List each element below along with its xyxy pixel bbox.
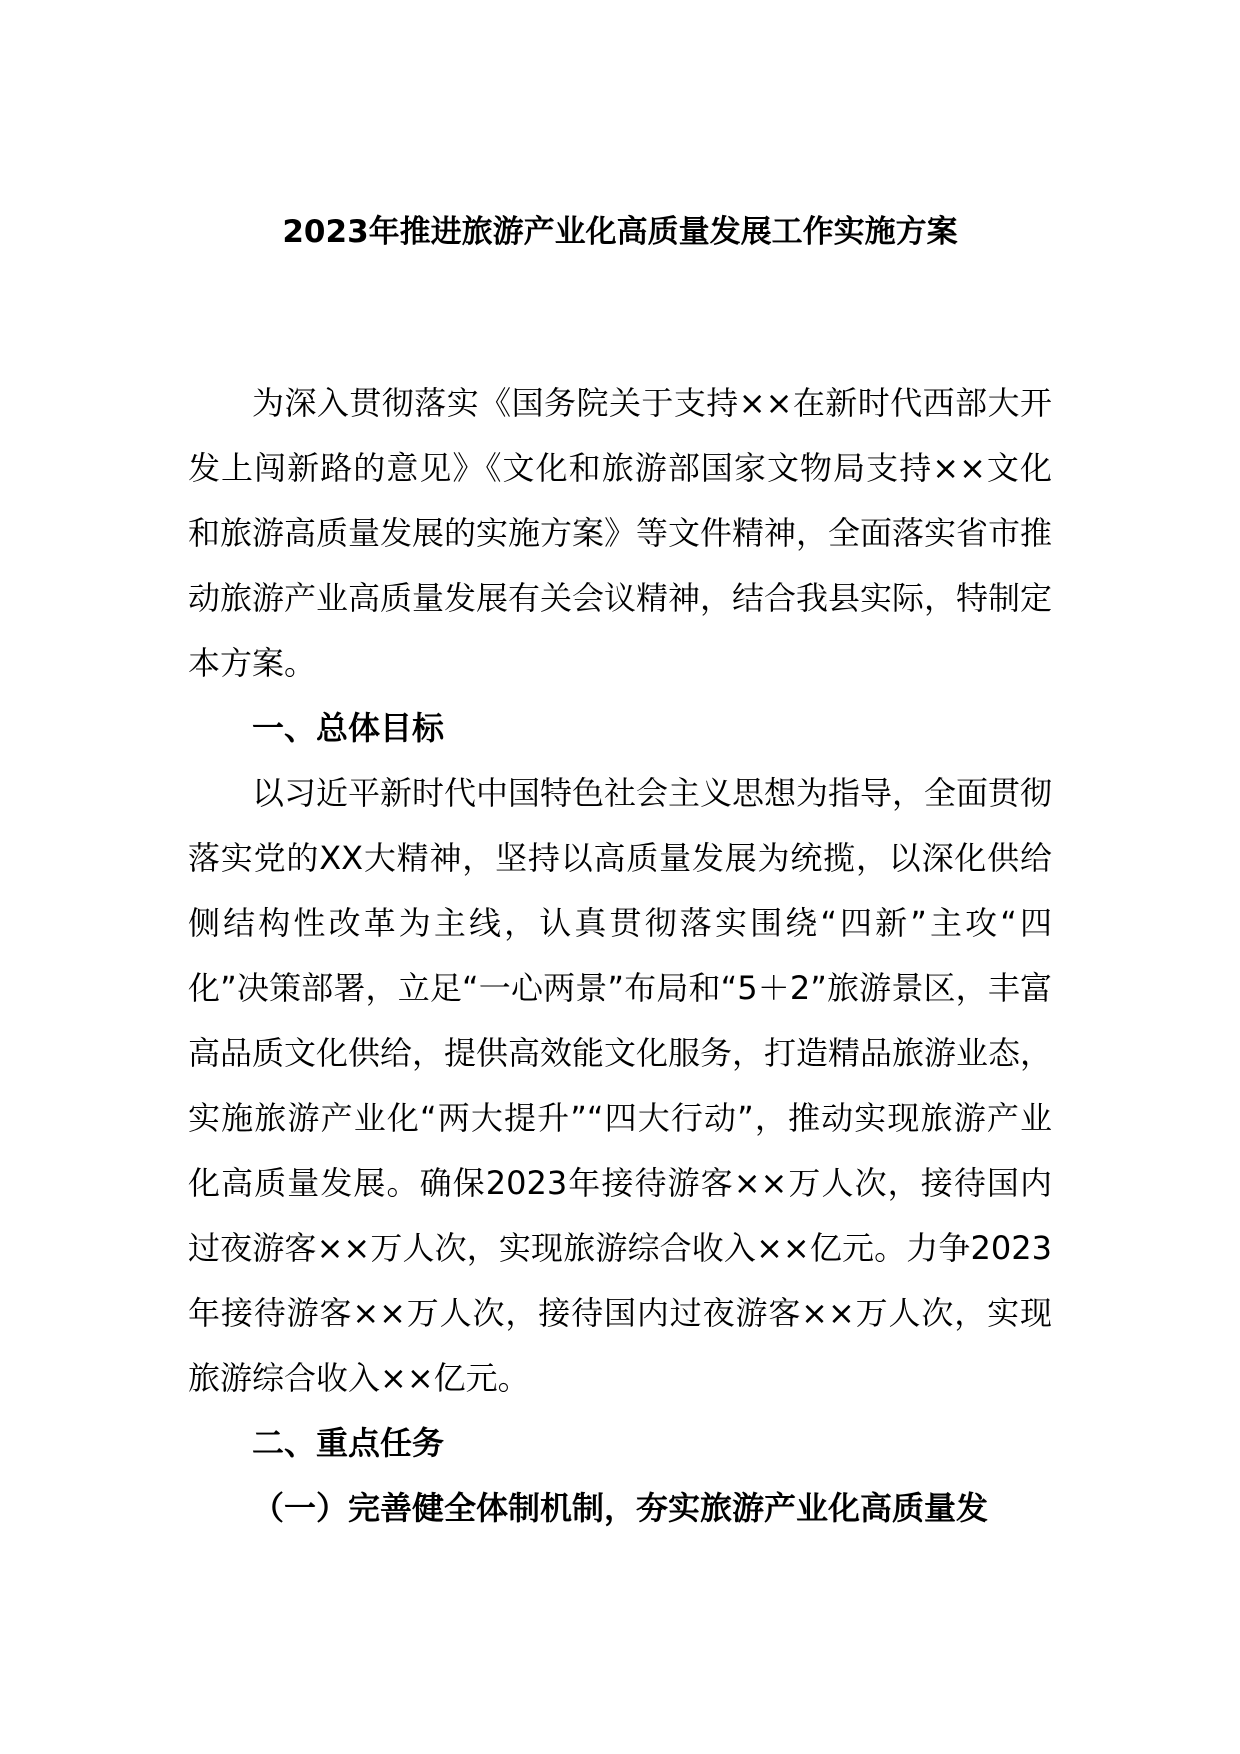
section-heading-overall-goals: 一、总体目标 — [252, 709, 445, 747]
section-heading-key-tasks: 二、重点任务 — [252, 1424, 445, 1462]
subsection-heading-institutional-mechanisms: （一）完善健全体制机制，夯实旅游产业化高质量发 — [252, 1489, 989, 1527]
document-body — [188, 371, 1052, 1541]
document-title: 2023年推进旅游产业化高质量发展工作实施方案 — [282, 214, 958, 250]
overall-goals-paragraph: 以习近平新时代中国特色社会主义思想为指导，全面贯彻落实党的XX大精神，坚持以高质量发展为统揽，以深化供给侧结构性改革为主线，认真贯彻落实围绕“四新”主攻“四化”决策部署，立足“一心两景”布局和“5＋2”旅游景区，丰富高品质文化供给，提供高效能文化服务，打造精品旅游业态，实施旅游产业化“两大提升”“四大行动”，推动实现旅游产业化高质量发展。确保2023年接待游客××万人次，接待国内过夜游客××万人次，实现旅游综合收入××亿元。力争2023年接待游客××万人次，接待国内过夜游客××万人次，实现旅游综合收入××亿元。 — [188, 774, 1053, 1397]
intro-paragraph: 为深入贯彻落实《国务院关于支持××在新时代西部大开发上闯新路的意见》《文化和旅游部国家文物局支持××文化和旅游高质量发展的实施方案》等文件精神，全面落实省市推动旅游产业高质量发展有关会议精神，结合我县实际，特制定本方案。 — [188, 384, 1053, 682]
